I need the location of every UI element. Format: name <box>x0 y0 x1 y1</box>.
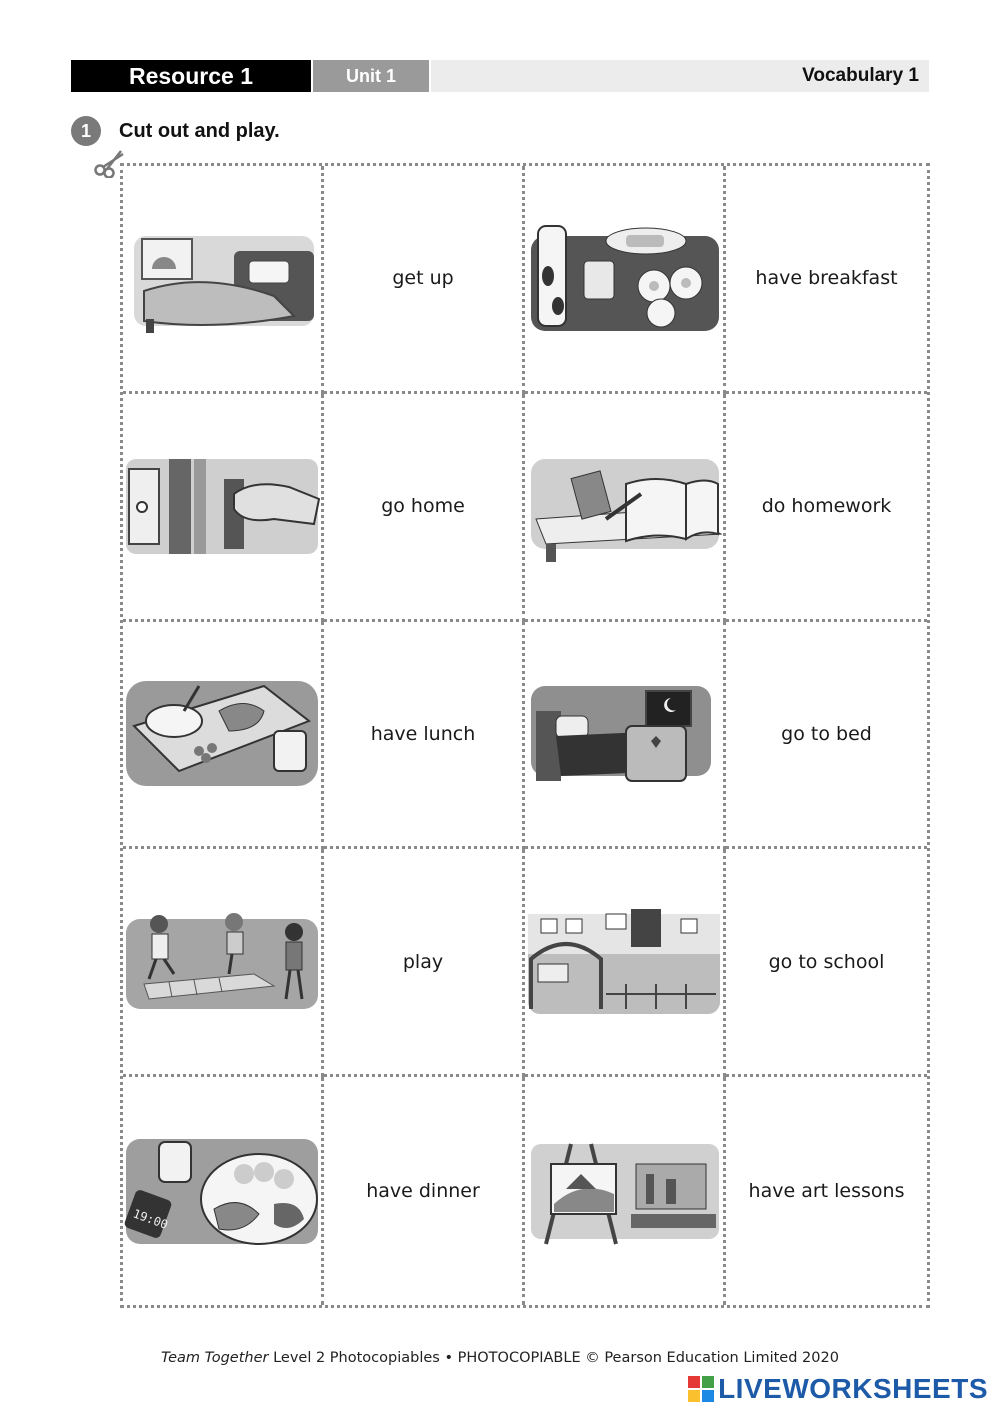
card-grid <box>120 163 930 1308</box>
word-card-have-breakfast[interactable] <box>726 166 927 394</box>
school-gate-picture <box>526 904 722 1019</box>
word-card-go-home[interactable] <box>324 394 525 622</box>
picture-card-get-up[interactable] <box>123 166 324 394</box>
breakfast-tray-picture <box>526 221 722 336</box>
bedroom-sunrise-picture <box>124 221 320 336</box>
picture-card-go-to-bed[interactable] <box>525 622 726 850</box>
picture-card-have-dinner[interactable] <box>123 1077 324 1305</box>
activity-instruction <box>71 116 280 146</box>
picture-card-have-lunch[interactable] <box>123 622 324 850</box>
lunch-tray-picture <box>124 676 320 791</box>
resource-label: Resource 1 <box>71 60 311 92</box>
word-card-label: have art lessons <box>748 1180 905 1203</box>
word-card-label: have breakfast <box>755 267 898 290</box>
liveworksheets-logo-icon <box>688 1376 714 1402</box>
footer-copyright: Level 2 Photocopiables • PHOTOCOPIABLE © Pearson Education Limited 2020 <box>268 1350 839 1366</box>
word-card-label: do homework <box>761 495 892 518</box>
picture-card-go-to-school[interactable] <box>525 849 726 1077</box>
word-card-label: go home <box>381 495 465 518</box>
picture-card-have-art-lessons[interactable] <box>525 1077 726 1305</box>
picture-card-do-homework[interactable] <box>525 394 726 622</box>
word-card-do-homework[interactable] <box>726 394 927 622</box>
word-card-label: have lunch <box>370 722 476 745</box>
word-card-get-up[interactable] <box>324 166 525 394</box>
word-card-label: get up <box>392 267 454 290</box>
door-handle-picture <box>124 449 320 564</box>
word-card-play[interactable] <box>324 849 525 1077</box>
svg-text:19:00: 19:00 <box>131 1205 170 1232</box>
children-hopscotch-picture <box>124 904 320 1019</box>
header-bar <box>71 60 929 92</box>
word-card-label: play <box>402 950 444 973</box>
picture-card-go-home[interactable] <box>123 394 324 622</box>
unit-label: Unit 1 <box>313 60 429 92</box>
word-card-label: go to school <box>768 950 885 973</box>
liveworksheets-logo-text: LIVEWORKSHEETS <box>718 1373 988 1404</box>
easel-painting-picture <box>526 1134 722 1249</box>
section-label: Vocabulary 1 <box>431 60 929 92</box>
word-card-go-to-bed[interactable] <box>726 622 927 850</box>
desk-notebook-picture <box>526 449 722 564</box>
word-card-go-to-school[interactable] <box>726 849 927 1077</box>
liveworksheets-logo[interactable] <box>688 1373 988 1405</box>
word-card-have-lunch[interactable] <box>324 622 525 850</box>
word-card-have-dinner[interactable] <box>324 1077 525 1305</box>
page-footer <box>0 1350 1000 1366</box>
picture-card-have-breakfast[interactable] <box>525 166 726 394</box>
footer-book-title: Team Together <box>161 1350 269 1366</box>
dinner-plate-picture <box>124 1134 320 1249</box>
instruction-text: Cut out and play. <box>119 119 280 142</box>
word-card-label: go to bed <box>781 722 872 745</box>
picture-card-play[interactable] <box>123 849 324 1077</box>
bed-night-picture <box>526 676 722 791</box>
activity-number-badge: 1 <box>71 116 101 146</box>
word-card-have-art-lessons[interactable] <box>726 1077 927 1305</box>
word-card-label: have dinner <box>366 1180 480 1203</box>
